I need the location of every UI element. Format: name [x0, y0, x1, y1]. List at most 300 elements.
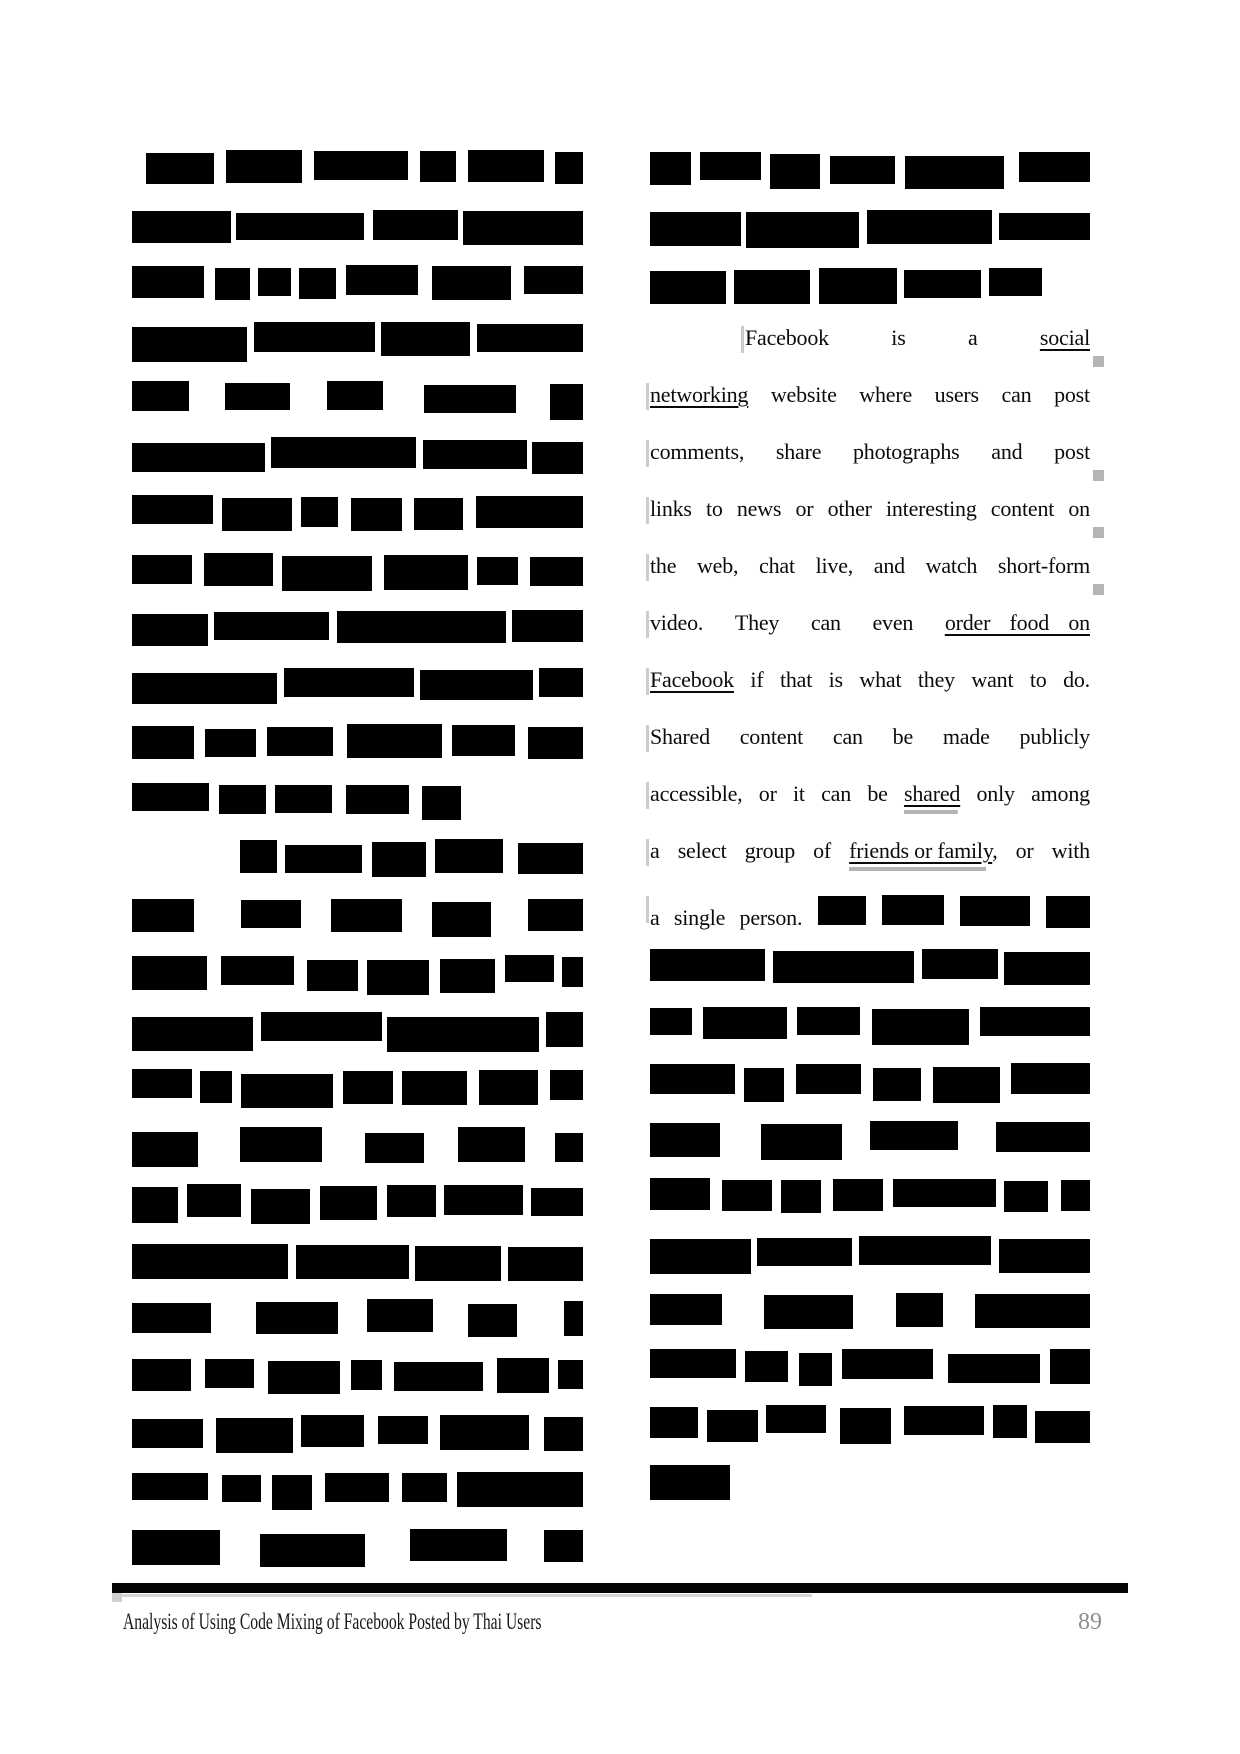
redaction-block	[458, 1127, 525, 1162]
text-line	[650, 492, 1090, 532]
redacted-line	[146, 148, 583, 188]
word: content	[990, 496, 1055, 521]
redacted-line	[650, 948, 1090, 988]
scan-artifact	[741, 326, 744, 353]
redacted-line	[132, 1298, 583, 1338]
redaction-block	[331, 899, 402, 932]
redaction-block	[528, 727, 583, 759]
left-column	[132, 148, 583, 1588]
redaction-block	[993, 1405, 1027, 1438]
text-line	[650, 435, 1090, 475]
text-line	[650, 834, 1090, 874]
scan-artifact	[646, 611, 649, 638]
redaction-block	[933, 1067, 1000, 1103]
scan-artifact	[646, 668, 649, 695]
word: photographs	[852, 439, 960, 464]
redaction-block	[132, 899, 194, 932]
redaction-block	[528, 899, 583, 931]
text-line	[650, 663, 1090, 703]
underlined-text: order food on	[944, 610, 1090, 635]
redaction-block	[555, 1133, 583, 1162]
redaction-block	[896, 1293, 943, 1327]
word: select	[677, 838, 727, 863]
word: or	[795, 496, 814, 521]
redaction-block	[734, 270, 810, 304]
redaction-block	[1050, 1349, 1090, 1384]
redaction-block	[381, 322, 470, 356]
redaction-block	[415, 1246, 501, 1281]
redaction-block	[830, 156, 895, 184]
text-line	[650, 549, 1090, 589]
redaction-block	[320, 1186, 377, 1220]
word: is	[828, 667, 843, 692]
redaction-block	[650, 1294, 722, 1325]
redaction-block	[904, 1406, 984, 1435]
scan-artifact	[646, 782, 649, 809]
redaction-block	[346, 785, 409, 814]
redaction-block	[222, 1475, 261, 1502]
redaction-block	[367, 960, 429, 995]
redaction-block	[216, 1418, 293, 1453]
redaction-block	[872, 1009, 969, 1045]
word: where	[859, 382, 913, 407]
redaction-block	[423, 440, 527, 469]
scan-artifact	[646, 440, 649, 467]
word: users	[934, 382, 979, 407]
scan-artifact	[646, 725, 649, 752]
redaction-block	[241, 1074, 333, 1108]
redaction-block	[132, 327, 247, 362]
redaction-block	[797, 1007, 860, 1035]
redaction-block	[562, 957, 583, 987]
text-line	[650, 720, 1090, 760]
redaction-block	[452, 725, 515, 756]
redaction-block	[960, 896, 1030, 926]
redaction-block	[905, 156, 1004, 189]
redacted-line	[132, 1356, 583, 1396]
redacted-line	[132, 551, 583, 591]
redaction-block	[544, 1530, 583, 1562]
redaction-block	[435, 839, 503, 873]
redaction-block	[132, 673, 277, 704]
redaction-block	[204, 553, 273, 586]
word: what	[859, 667, 902, 692]
word: post	[1054, 439, 1090, 464]
redaction-block	[463, 211, 583, 245]
word: want	[971, 667, 1014, 692]
word: that	[779, 667, 813, 692]
redaction-block	[781, 1180, 821, 1213]
redaction-block	[205, 1359, 254, 1388]
redaction-block	[410, 1529, 507, 1561]
scan-artifact	[646, 896, 649, 923]
redaction-block	[840, 1408, 891, 1444]
word: with	[1051, 838, 1090, 863]
redaction-block	[539, 668, 583, 697]
scan-artifact	[646, 554, 649, 581]
redaction-block	[1004, 1181, 1048, 1212]
word: they	[917, 667, 955, 692]
redaction-block	[546, 1012, 583, 1047]
text-line	[650, 777, 1090, 817]
redaction-block	[414, 498, 463, 530]
redaction-block	[440, 959, 495, 993]
redaction-block	[867, 210, 992, 244]
redaction-block	[132, 495, 213, 524]
redaction-block	[799, 1353, 832, 1386]
redaction-block	[268, 1361, 340, 1394]
word: news	[736, 496, 782, 521]
scan-artifact	[1093, 527, 1104, 538]
text-line	[650, 378, 1090, 418]
redaction-block	[761, 1124, 842, 1160]
word: chat	[759, 553, 795, 578]
footer-title: Analysis of Using Code Mixing of Facebook Posted by Thai Users	[123, 1609, 542, 1634]
redacted-line	[132, 1126, 583, 1166]
redaction-block	[650, 1407, 698, 1438]
word: can	[832, 724, 863, 749]
underlined-text: networking	[650, 382, 749, 407]
redaction-block	[870, 1121, 958, 1150]
redaction-block	[132, 956, 207, 990]
redaction-block	[296, 1245, 409, 1279]
word: Facebook	[745, 325, 829, 350]
word: or	[758, 781, 777, 806]
redaction-block	[531, 1188, 583, 1216]
redaction-block	[468, 1304, 517, 1337]
redaction-block	[873, 1068, 921, 1101]
redaction-block	[372, 842, 426, 877]
redaction-block	[564, 1301, 583, 1336]
redacted-line	[650, 1176, 1090, 1216]
redaction-block	[132, 266, 204, 298]
scan-artifact	[1093, 356, 1104, 367]
redaction-block	[904, 270, 981, 298]
redaction-block	[132, 443, 265, 472]
word: do.	[1063, 667, 1090, 692]
redaction-block	[314, 151, 408, 180]
word: can	[1001, 382, 1032, 407]
redaction-block	[477, 324, 583, 352]
redaction-block	[650, 1064, 735, 1094]
word: on	[1068, 496, 1090, 521]
redaction-block	[550, 1070, 583, 1100]
redaction-block	[132, 1187, 178, 1223]
redacted-line	[132, 666, 583, 706]
redaction-block	[922, 949, 998, 979]
redaction-block	[132, 726, 194, 759]
redaction-block	[373, 210, 458, 240]
text-line	[650, 606, 1090, 646]
redacted-line	[132, 378, 583, 418]
redaction-block	[301, 1415, 364, 1447]
text-line	[650, 321, 1090, 361]
redaction-block	[650, 1008, 692, 1035]
word: a	[967, 325, 978, 350]
redaction-block	[1019, 152, 1090, 182]
redaction-block	[512, 610, 583, 642]
redacted-line	[650, 1062, 1090, 1102]
redaction-block	[367, 1299, 433, 1332]
redaction-block	[530, 557, 583, 586]
redaction-block	[219, 785, 266, 814]
redacted-line	[132, 493, 583, 533]
redaction-block	[818, 896, 866, 925]
scan-artifact	[1093, 470, 1104, 481]
redaction-block	[261, 1012, 382, 1041]
redaction-block	[989, 268, 1042, 296]
page-number: 89	[1078, 1609, 1102, 1635]
word: They	[734, 610, 780, 635]
redaction-block	[505, 955, 554, 982]
redaction-block	[205, 729, 256, 757]
redaction-block	[477, 557, 518, 585]
redaction-block	[1035, 1411, 1090, 1443]
redaction-block	[744, 1068, 784, 1102]
redaction-block	[222, 498, 292, 531]
redacted-line	[650, 1404, 1090, 1444]
redaction-block	[226, 150, 302, 183]
redaction-block	[1061, 1180, 1090, 1211]
redaction-block	[859, 1236, 991, 1265]
text-fragment: a single person.	[650, 905, 803, 930]
redaction-block	[301, 497, 338, 527]
redaction-block	[650, 949, 765, 981]
right-column	[650, 150, 1090, 1550]
redaction-block	[444, 1185, 523, 1215]
redacted-line	[132, 723, 583, 763]
redaction-block	[346, 265, 418, 295]
word: if	[750, 667, 764, 692]
redaction-block	[146, 153, 214, 184]
word	[1040, 321, 1090, 355]
redaction-block	[365, 1133, 424, 1163]
word	[945, 606, 1090, 640]
word: can	[810, 610, 841, 635]
footer-rule-shadow	[112, 1594, 812, 1597]
redacted-line	[650, 1461, 1090, 1501]
redaction-block	[132, 555, 192, 584]
word	[904, 777, 960, 811]
redaction-block	[260, 1534, 365, 1567]
scan-artifact	[1093, 584, 1104, 595]
redaction-block	[766, 1405, 826, 1433]
underlined-text: shared	[904, 781, 960, 814]
word: short-form	[997, 553, 1090, 578]
redaction-block	[650, 1465, 730, 1500]
word	[650, 663, 734, 697]
redaction-block	[819, 268, 897, 304]
redaction-block	[422, 786, 461, 820]
redaction-tail	[818, 891, 1090, 928]
redaction-block	[882, 895, 944, 925]
redacted-line	[650, 1005, 1090, 1045]
redaction-block	[650, 1178, 710, 1210]
redaction-block	[200, 1071, 232, 1103]
redaction-block	[722, 1180, 772, 1211]
redaction-block	[532, 442, 583, 474]
redaction-block	[132, 1132, 198, 1167]
redaction-block	[132, 381, 189, 411]
word: a	[650, 838, 660, 863]
redaction-block	[132, 1359, 191, 1391]
underlined-text: Facebook	[650, 667, 734, 692]
redaction-block	[700, 152, 761, 180]
redacted-line	[650, 207, 1090, 247]
word: watch	[925, 553, 978, 578]
redaction-block	[254, 322, 375, 352]
word: comments,	[650, 439, 745, 464]
word: or	[1015, 838, 1034, 863]
word: of	[813, 838, 832, 863]
word: it	[792, 781, 805, 806]
redaction-block	[842, 1349, 933, 1379]
redacted-line	[650, 1119, 1090, 1159]
redaction-block	[282, 556, 372, 591]
underlined-text: social	[1039, 325, 1090, 350]
redaction-block	[650, 152, 691, 185]
redaction-block	[773, 951, 914, 983]
scan-artifact	[646, 497, 649, 524]
redaction-block	[468, 150, 544, 182]
redaction-block	[996, 1122, 1090, 1152]
redacted-line	[132, 436, 583, 476]
redaction-block	[745, 1351, 788, 1382]
redaction-block	[343, 1071, 393, 1104]
word: interesting	[885, 496, 977, 521]
footer-rule-notch	[112, 1593, 122, 1602]
word: group	[744, 838, 796, 863]
word: accessible,	[650, 781, 743, 806]
redaction-block	[214, 612, 329, 640]
redaction-block	[424, 385, 516, 413]
redaction-block	[236, 213, 364, 240]
redacted-line	[132, 1183, 583, 1223]
word: only	[976, 781, 1015, 806]
redaction-block	[764, 1295, 853, 1329]
redaction-block	[351, 498, 402, 531]
redacted-line	[132, 1528, 583, 1568]
redaction-block	[650, 1123, 720, 1157]
redaction-block	[132, 614, 208, 646]
redacted-line	[132, 781, 461, 821]
redaction-block	[394, 1362, 483, 1391]
redaction-block	[999, 213, 1090, 240]
redaction-block	[240, 1127, 322, 1162]
word: to	[705, 496, 723, 521]
redaction-block	[285, 845, 362, 873]
word: is	[891, 325, 906, 350]
redaction-block	[476, 496, 583, 528]
redacted-line	[132, 206, 583, 246]
word: content	[739, 724, 804, 749]
redaction-block	[432, 902, 491, 937]
redaction-block	[132, 1473, 208, 1500]
redaction-block	[707, 1410, 758, 1442]
redaction-block	[975, 1294, 1090, 1328]
scan-artifact	[646, 839, 649, 866]
redacted-line	[132, 1471, 583, 1511]
redaction-block	[351, 1360, 382, 1390]
redaction-block	[347, 724, 442, 758]
word: post	[1054, 382, 1090, 407]
redaction-block	[275, 785, 332, 813]
redaction-block	[550, 384, 583, 420]
redacted-line	[132, 1241, 583, 1281]
redaction-block	[479, 1070, 538, 1105]
word: and	[991, 439, 1023, 464]
redaction-block	[980, 1007, 1090, 1036]
redaction-block	[187, 1184, 241, 1217]
redaction-block	[271, 437, 416, 468]
word: share	[775, 439, 822, 464]
redacted-line	[240, 838, 583, 878]
redaction-block	[893, 1179, 996, 1207]
redaction-block	[497, 1358, 549, 1393]
redaction-block	[1046, 896, 1090, 928]
redaction-block	[307, 960, 358, 991]
redaction-block	[833, 1179, 883, 1211]
word: even	[872, 610, 914, 635]
redaction-block	[132, 1530, 220, 1565]
redacted-line	[132, 896, 583, 936]
redaction-block	[757, 1238, 852, 1266]
redacted-line	[132, 1068, 583, 1108]
word: and	[873, 553, 905, 578]
word: live,	[815, 553, 854, 578]
redaction-block	[132, 1244, 288, 1279]
redaction-block	[327, 381, 383, 410]
word: be	[867, 781, 888, 806]
redacted-line	[650, 1347, 1090, 1387]
redaction-block	[337, 611, 506, 643]
redaction-block	[1011, 1063, 1090, 1094]
redaction-block	[508, 1247, 583, 1281]
redaction-block	[402, 1473, 447, 1502]
redaction-block	[432, 266, 511, 300]
redaction-block	[999, 1239, 1090, 1273]
redacted-line	[132, 608, 583, 648]
redaction-block	[524, 266, 583, 294]
redaction-block	[650, 1349, 736, 1378]
word	[650, 378, 748, 412]
redaction-block	[703, 1007, 787, 1039]
text-redacted-line	[650, 891, 1090, 931]
word: Shared	[650, 724, 710, 749]
redacted-line	[650, 1290, 1090, 1330]
redaction-block	[132, 1419, 203, 1448]
redacted-line	[132, 321, 583, 361]
redaction-block	[420, 670, 533, 700]
word: the	[650, 553, 677, 578]
word: publicly	[1019, 724, 1090, 749]
redaction-block	[325, 1473, 389, 1502]
redaction-block	[387, 1185, 436, 1217]
footer-rule	[112, 1583, 1128, 1593]
word: video.	[650, 610, 704, 635]
redacted-line	[650, 264, 1042, 304]
redaction-block	[518, 843, 583, 874]
underlined-text: friends or family	[849, 838, 992, 871]
redacted-line	[132, 953, 583, 993]
word: links	[650, 496, 692, 521]
redaction-block	[256, 1302, 338, 1334]
redaction-block	[796, 1064, 861, 1094]
redaction-block	[272, 1475, 312, 1510]
redaction-block	[132, 211, 231, 243]
scan-artifact	[646, 383, 649, 410]
redaction-block	[746, 212, 859, 248]
